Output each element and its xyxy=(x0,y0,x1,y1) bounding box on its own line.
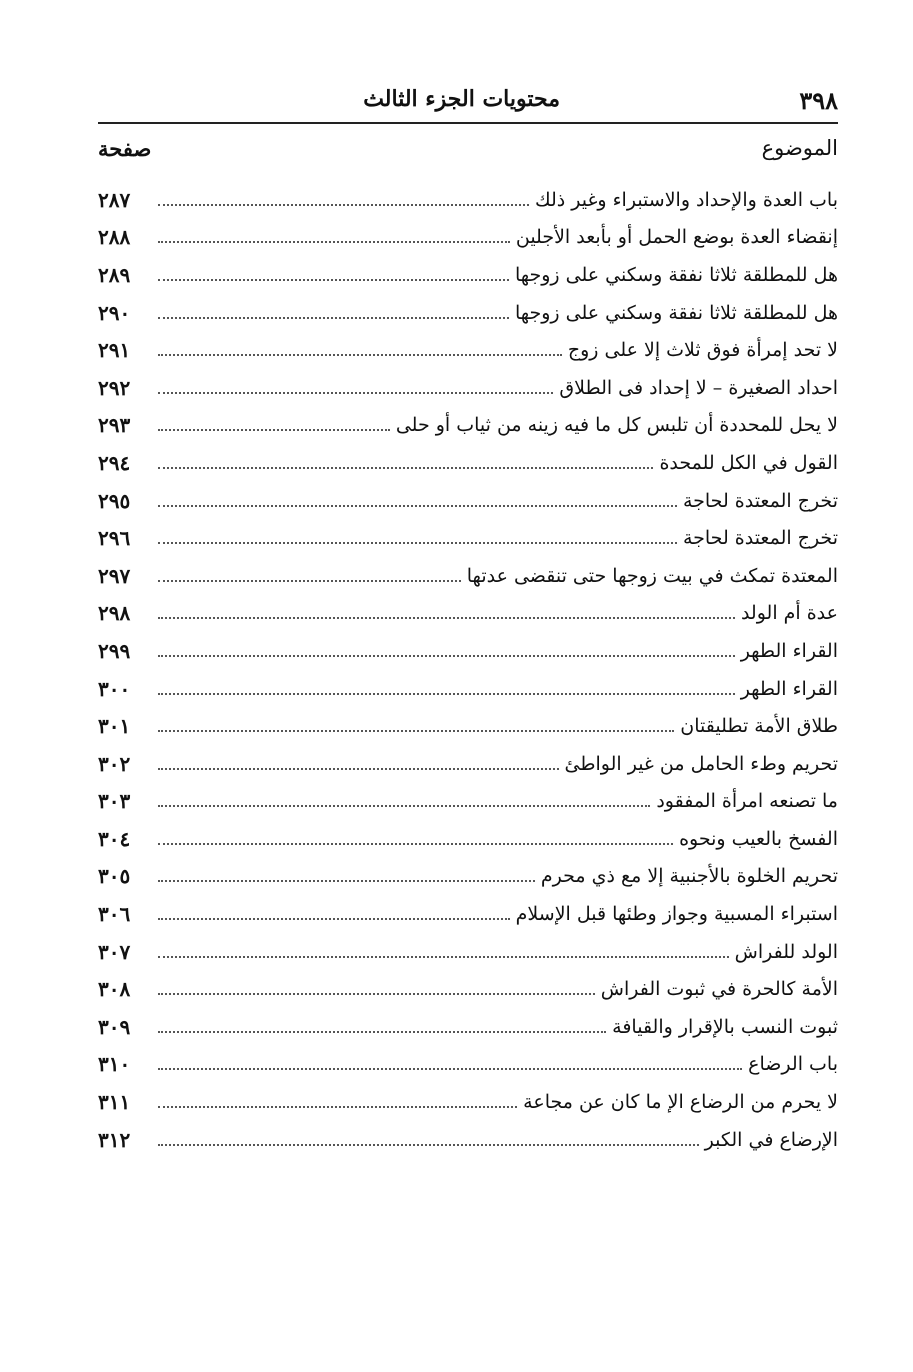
toc-entry xyxy=(98,858,838,896)
toc-entry xyxy=(98,745,838,783)
toc-entry xyxy=(98,181,838,219)
toc-entry xyxy=(98,219,838,257)
toc-entry-title: استبراء المسبية وجواز وطئها قبل الإسلام xyxy=(515,903,838,926)
toc-entry xyxy=(98,595,838,633)
toc-entry-title: القراء الطهر xyxy=(740,639,838,662)
toc-entry-title: المعتدة تمكث في بيت زوجها حتى تنقضى عدتها xyxy=(466,564,838,587)
dot-leader xyxy=(158,317,509,319)
dot-leader xyxy=(158,204,529,206)
dot-leader xyxy=(158,730,674,732)
toc-entry xyxy=(98,444,838,482)
toc-entry-title: تخرج المعتدة لحاجة xyxy=(682,489,838,512)
topic-column-heading: الموضوع xyxy=(761,136,838,160)
toc-entry xyxy=(98,632,838,670)
dot-leader xyxy=(158,956,729,958)
toc-entry-title: الولد للفراش xyxy=(734,940,838,963)
dot-leader xyxy=(158,805,650,807)
dot-leader xyxy=(158,429,390,431)
toc-entry-page: ٢٩٤ xyxy=(98,450,131,475)
toc-entry-page: ٢٨٧ xyxy=(98,187,131,212)
dot-leader xyxy=(158,467,653,469)
column-headings xyxy=(98,136,838,172)
toc-entry-title: لا تحد إمرأة فوق ثلاث إلا على زوج xyxy=(567,339,838,362)
dot-leader xyxy=(158,1031,606,1033)
dot-leader xyxy=(158,918,510,920)
toc-entry xyxy=(98,1083,838,1121)
toc-entry xyxy=(98,1008,838,1046)
toc-entry xyxy=(98,482,838,520)
dot-leader xyxy=(158,279,509,281)
toc-entry-title: هل للمطلقة ثلاثا نفقة وسكني على زوجها xyxy=(514,263,838,286)
toc-entry-title: تحريم الخلوة بالأجنبية إلا مع ذي محرم xyxy=(540,865,838,888)
dot-leader xyxy=(158,580,461,582)
toc-entry-title: عدة أم الولد xyxy=(740,602,838,625)
toc-entry-title: الإرضاع في الكبر xyxy=(704,1128,838,1151)
dot-leader xyxy=(158,392,553,394)
toc-entry-page: ٢٩٢ xyxy=(98,375,131,400)
dot-leader xyxy=(158,843,673,845)
toc-entry-page: ٣٠٢ xyxy=(98,751,131,776)
toc-entry xyxy=(98,1121,838,1159)
dot-leader xyxy=(158,241,510,243)
toc-entry-title: القول في الكل للمحدة xyxy=(659,451,838,474)
toc-entry-page: ٢٩٦ xyxy=(98,526,131,551)
toc-entry-page: ٣٠٩ xyxy=(98,1014,131,1039)
toc-entry-page: ٣١٢ xyxy=(98,1127,131,1152)
toc-entry-title: القراء الطهر xyxy=(740,677,838,700)
toc-entry xyxy=(98,407,838,445)
dot-leader xyxy=(158,655,735,657)
dot-leader xyxy=(158,1144,699,1146)
toc-entry-title: الأمة كالحرة في ثبوت الفراش xyxy=(600,978,838,1001)
toc-entry-title: إنقضاء العدة بوضع الحمل أو بأبعد الأجلين xyxy=(515,226,838,249)
toc-entry-page: ٣١١ xyxy=(98,1090,131,1115)
toc-entry-page: ٢٨٩ xyxy=(98,262,131,287)
toc-entry xyxy=(98,670,838,708)
toc-entry xyxy=(98,294,838,332)
table-of-contents xyxy=(98,181,838,1158)
dot-leader xyxy=(158,880,535,882)
toc-entry-title: هل للمطلقة ثلاثا نفقة وسكني على زوجها xyxy=(514,301,838,324)
toc-entry-title: ما تصنعه امرأة المفقود xyxy=(656,790,838,813)
dot-leader xyxy=(158,768,559,770)
toc-entry-title: تخرج المعتدة لحاجة xyxy=(682,527,838,550)
dot-leader xyxy=(158,1068,742,1070)
toc-entry xyxy=(98,519,838,557)
running-header xyxy=(98,82,838,124)
toc-entry-page: ٣٠٦ xyxy=(98,902,131,927)
toc-entry xyxy=(98,783,838,821)
toc-entry-page: ٢٨٨ xyxy=(98,225,131,250)
toc-entry xyxy=(98,369,838,407)
dot-leader xyxy=(158,993,595,995)
dot-leader xyxy=(158,505,677,507)
toc-entry xyxy=(98,970,838,1008)
dot-leader xyxy=(158,617,735,619)
toc-entry-page: ٢٩٥ xyxy=(98,488,131,513)
dot-leader xyxy=(158,693,735,695)
toc-entry-page: ٣٠٨ xyxy=(98,977,131,1002)
toc-entry-page: ٢٩١ xyxy=(98,338,131,363)
dot-leader xyxy=(158,542,677,544)
toc-entry-title: باب العدة والإحداد والاستبراء وغير ذلك xyxy=(534,188,838,211)
header-title: محتويات الجزء الثالث xyxy=(363,86,560,112)
toc-entry xyxy=(98,256,838,294)
page-number: ٣٩٨ xyxy=(799,86,838,115)
dot-leader xyxy=(158,1106,517,1108)
toc-entry-page: ٣٠٤ xyxy=(98,826,131,851)
toc-entry xyxy=(98,895,838,933)
toc-entry-page: ٢٩٨ xyxy=(98,601,131,626)
toc-entry-page: ٣٠٧ xyxy=(98,939,131,964)
toc-entry-title: تحريم وطء الحامل من غير الواطئ xyxy=(564,752,838,775)
toc-entry-page: ٣٠١ xyxy=(98,714,131,739)
toc-entry-page: ٣٠٣ xyxy=(98,789,131,814)
toc-entry-page: ٢٩٠ xyxy=(98,300,131,325)
toc-entry-title: طلاق الأمة تطليقتان xyxy=(680,715,838,738)
toc-entry-page: ٣١٠ xyxy=(98,1052,131,1077)
dot-leader xyxy=(158,354,562,356)
toc-entry xyxy=(98,1046,838,1084)
toc-entry-title: الفسخ بالعيب ونحوه xyxy=(679,827,838,850)
toc-entry xyxy=(98,331,838,369)
toc-entry-page: ٢٩٧ xyxy=(98,563,131,588)
toc-entry-title: ثبوت النسب بالإقرار والقيافة xyxy=(612,1015,838,1038)
toc-entry xyxy=(98,557,838,595)
page-column-heading: صفحة xyxy=(98,136,152,161)
toc-entry xyxy=(98,933,838,971)
toc-entry-title: لا يحرم من الرضاع الإ ما كان عن مجاعة xyxy=(523,1091,838,1114)
toc-entry-page: ٢٩٣ xyxy=(98,413,131,438)
toc-entry-title: باب الرضاع xyxy=(748,1053,838,1076)
toc-entry-title: لا يحل للمحددة أن تلبس كل ما فيه زينه من ثياب أو حلى xyxy=(395,414,838,437)
toc-entry-page: ٣٠٠ xyxy=(98,676,131,701)
toc-entry xyxy=(98,820,838,858)
toc-entry xyxy=(98,707,838,745)
toc-entry-title: احداد الصغيرة – لا إحداد فى الطلاق xyxy=(559,376,838,399)
toc-entry-page: ٣٠٥ xyxy=(98,864,131,889)
toc-entry-page: ٢٩٩ xyxy=(98,638,131,663)
